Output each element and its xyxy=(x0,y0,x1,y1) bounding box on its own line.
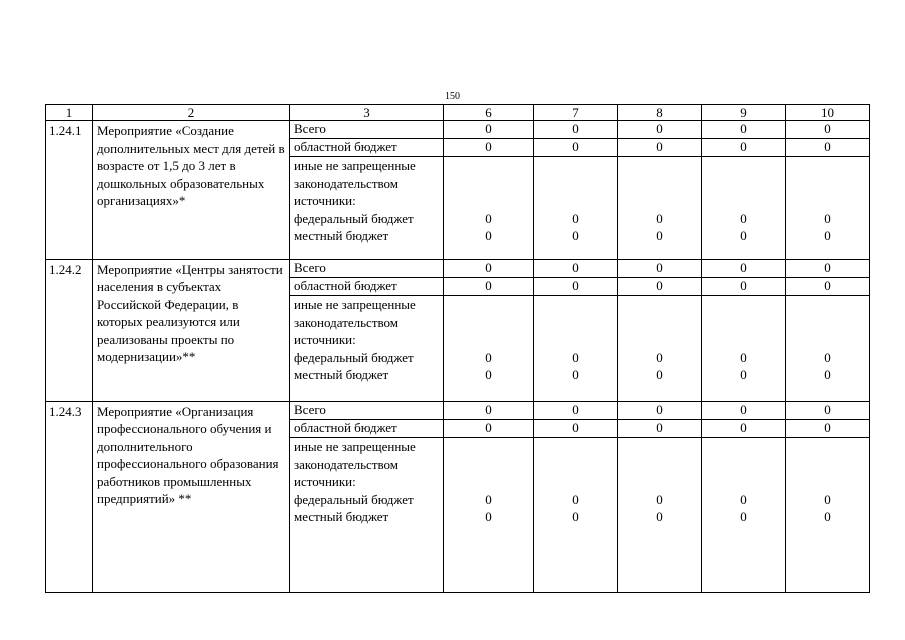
value-cell: 0 xyxy=(786,401,870,419)
value-cell: 0 xyxy=(618,121,702,139)
local-budget-value: 0 xyxy=(485,228,492,244)
value-cell-group xyxy=(534,438,618,593)
local-budget-label: местный бюджет xyxy=(294,228,389,244)
federal-budget-label: федеральный бюджет xyxy=(294,210,414,226)
other-sources-label: иные не запрещенные законодательством источники: xyxy=(294,158,416,209)
section-code: 1.24.3 xyxy=(46,401,93,592)
value-cell: 0 xyxy=(534,278,618,296)
local-budget-label: местный бюджет xyxy=(294,367,389,383)
section-row-total xyxy=(46,121,870,139)
value-cell: 0 xyxy=(444,259,534,277)
section-code: 1.24.2 xyxy=(46,259,93,401)
federal-budget-value: 0 xyxy=(824,349,831,365)
other-sources-cell xyxy=(290,438,444,593)
federal-budget-value: 0 xyxy=(740,349,747,365)
value-cell: 0 xyxy=(534,419,618,437)
value-cell-group xyxy=(444,296,534,402)
value-cell: 0 xyxy=(702,139,786,157)
local-budget-value: 0 xyxy=(485,509,492,525)
column-header: 1 xyxy=(46,105,93,121)
value-cell: 0 xyxy=(444,139,534,157)
other-sources-label: иные не запрещенные законодательством источники: xyxy=(294,297,416,348)
column-header: 2 xyxy=(93,105,290,121)
value-cell: 0 xyxy=(534,401,618,419)
federal-budget-value: 0 xyxy=(656,349,663,365)
federal-budget-value: 0 xyxy=(824,210,831,226)
value-cell: 0 xyxy=(444,419,534,437)
column-header: 6 xyxy=(444,105,534,121)
value-cell: 0 xyxy=(786,259,870,277)
local-budget-value: 0 xyxy=(485,367,492,383)
value-cell-group xyxy=(786,296,870,402)
local-budget-value: 0 xyxy=(656,367,663,383)
federal-budget-value: 0 xyxy=(656,210,663,226)
federal-budget-value: 0 xyxy=(572,349,579,365)
header-row xyxy=(46,105,870,121)
value-cell-group xyxy=(786,438,870,593)
column-header: 9 xyxy=(702,105,786,121)
value-cell-group xyxy=(444,157,534,260)
federal-budget-value: 0 xyxy=(485,349,492,365)
local-budget-value: 0 xyxy=(824,228,831,244)
value-cell: 0 xyxy=(786,278,870,296)
column-header: 8 xyxy=(618,105,702,121)
source-label: областной бюджет xyxy=(290,419,444,437)
value-cell: 0 xyxy=(786,121,870,139)
column-header: 10 xyxy=(786,105,870,121)
value-cell: 0 xyxy=(786,419,870,437)
local-budget-value: 0 xyxy=(740,509,747,525)
source-label: Всего xyxy=(290,259,444,277)
value-cell: 0 xyxy=(444,401,534,419)
federal-budget-value: 0 xyxy=(572,210,579,226)
value-cell: 0 xyxy=(534,259,618,277)
local-budget-value: 0 xyxy=(656,228,663,244)
value-cell: 0 xyxy=(702,401,786,419)
budget-table xyxy=(45,104,870,593)
page-number: 150 xyxy=(445,91,460,102)
local-budget-value: 0 xyxy=(740,367,747,383)
federal-budget-label: федеральный бюджет xyxy=(294,491,414,507)
federal-budget-value: 0 xyxy=(740,491,747,507)
section-name: Мероприятие «Организация профессионального обучения и дополнительного профессионального образования работников промышленных предприятий» ** xyxy=(93,401,290,592)
value-cell-group xyxy=(534,157,618,260)
value-cell: 0 xyxy=(702,259,786,277)
local-budget-value: 0 xyxy=(656,509,663,525)
source-label: Всего xyxy=(290,401,444,419)
federal-budget-value: 0 xyxy=(485,210,492,226)
value-cell: 0 xyxy=(444,278,534,296)
section-row-total xyxy=(46,401,870,419)
value-cell: 0 xyxy=(534,139,618,157)
value-cell-group xyxy=(702,157,786,260)
section-code: 1.24.1 xyxy=(46,121,93,260)
value-cell: 0 xyxy=(618,139,702,157)
value-cell: 0 xyxy=(702,278,786,296)
value-cell-group xyxy=(702,438,786,593)
federal-budget-value: 0 xyxy=(824,491,831,507)
other-sources-cell xyxy=(290,157,444,260)
value-cell: 0 xyxy=(618,259,702,277)
value-cell-group xyxy=(786,157,870,260)
local-budget-value: 0 xyxy=(572,509,579,525)
value-cell: 0 xyxy=(618,401,702,419)
local-budget-value: 0 xyxy=(824,509,831,525)
value-cell-group xyxy=(702,296,786,402)
local-budget-value: 0 xyxy=(740,228,747,244)
value-cell: 0 xyxy=(786,139,870,157)
local-budget-label: местный бюджет xyxy=(294,509,389,525)
value-cell: 0 xyxy=(618,419,702,437)
column-header: 3 xyxy=(290,105,444,121)
federal-budget-value: 0 xyxy=(572,491,579,507)
other-sources-cell xyxy=(290,296,444,402)
value-cell-group xyxy=(444,438,534,593)
value-cell-group xyxy=(618,296,702,402)
section-name: Мероприятие «Создание дополнительных мест для детей в возрасте от 1,5 до 3 лет в дошкольных образовательных организациях»* xyxy=(93,121,290,260)
source-label: Всего xyxy=(290,121,444,139)
value-cell: 0 xyxy=(702,419,786,437)
federal-budget-value: 0 xyxy=(740,210,747,226)
value-cell-group xyxy=(618,438,702,593)
value-cell: 0 xyxy=(618,278,702,296)
value-cell: 0 xyxy=(702,121,786,139)
value-cell-group xyxy=(618,157,702,260)
section-name: Мероприятие «Центры занятости населения в субъектах Российской Федерации, в которых реализуются или реализованы проекты по модернизации»** xyxy=(93,259,290,401)
local-budget-value: 0 xyxy=(824,367,831,383)
value-cell: 0 xyxy=(444,121,534,139)
column-header: 7 xyxy=(534,105,618,121)
source-label: областной бюджет xyxy=(290,139,444,157)
value-cell-group xyxy=(534,296,618,402)
federal-budget-label: федеральный бюджет xyxy=(294,349,414,365)
local-budget-value: 0 xyxy=(572,228,579,244)
value-cell: 0 xyxy=(534,121,618,139)
federal-budget-value: 0 xyxy=(485,491,492,507)
section-row-total xyxy=(46,259,870,277)
local-budget-value: 0 xyxy=(572,367,579,383)
federal-budget-value: 0 xyxy=(656,491,663,507)
other-sources-label: иные не запрещенные законодательством источники: xyxy=(294,439,416,490)
source-label: областной бюджет xyxy=(290,278,444,296)
